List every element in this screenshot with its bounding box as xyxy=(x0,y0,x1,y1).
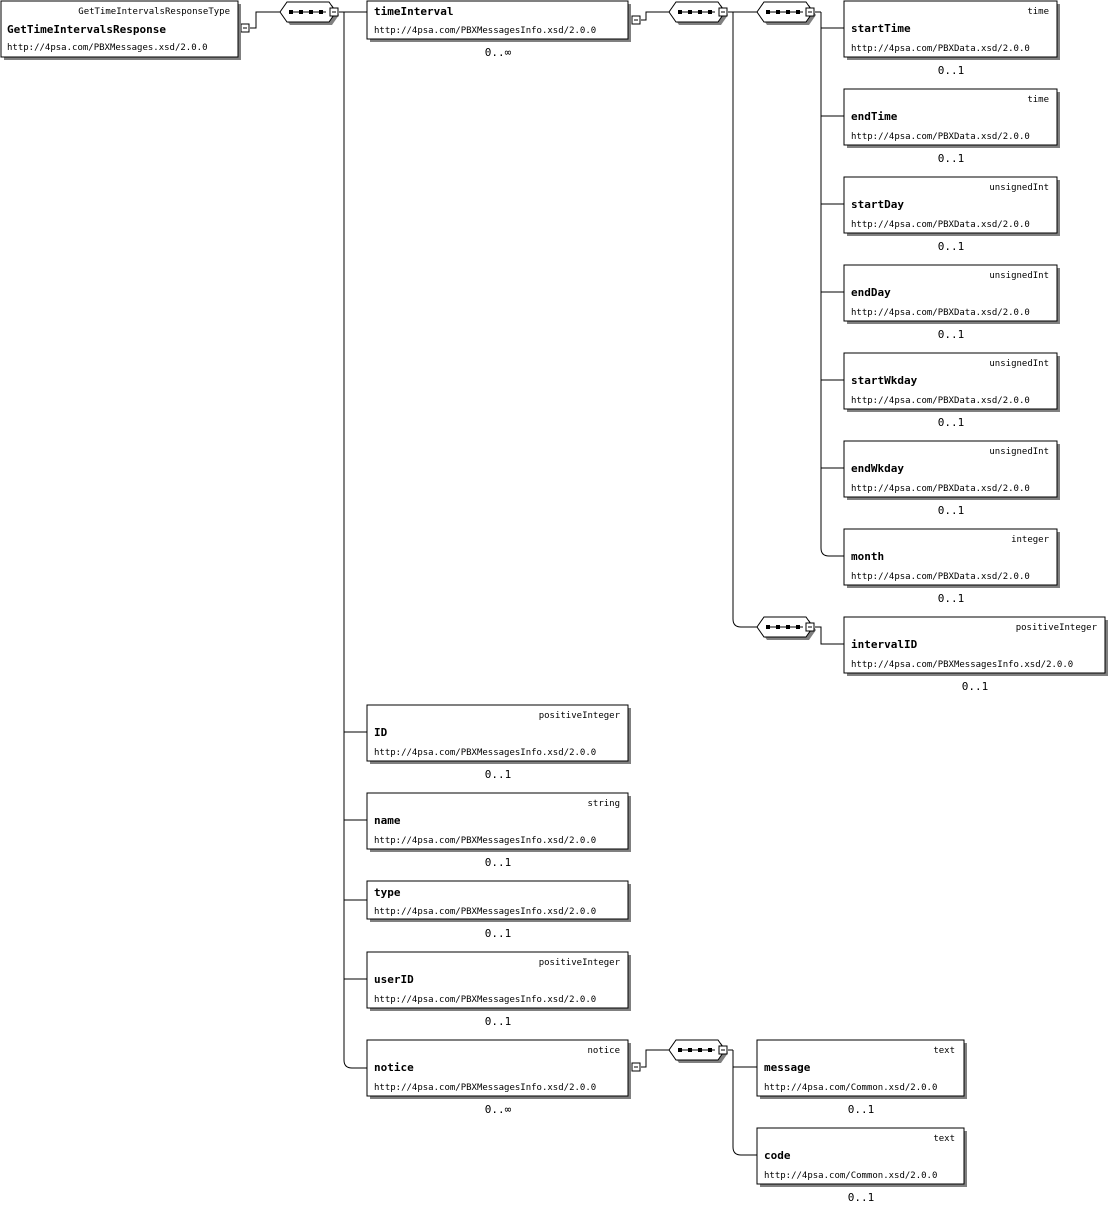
element-type: unsignedInt xyxy=(989,271,1049,281)
element-namespace: http://4psa.com/PBXMessagesInfo.xsd/2.0.0 xyxy=(374,1083,597,1093)
collapse-toggle-icon[interactable] xyxy=(632,1063,640,1071)
element-box-notice[interactable] xyxy=(367,1040,631,1116)
element-namespace: http://4psa.com/PBXData.xsd/2.0.0 xyxy=(851,484,1030,494)
element-namespace: http://4psa.com/PBXData.xsd/2.0.0 xyxy=(851,44,1030,54)
element-box-type[interactable] xyxy=(367,881,631,940)
element-type: unsignedInt xyxy=(989,359,1049,369)
element-box-id[interactable] xyxy=(367,705,631,781)
collapse-toggle-icon[interactable] xyxy=(632,16,640,24)
cardinality-label: 0..1 xyxy=(937,504,965,517)
element-box-userid[interactable] xyxy=(367,952,631,1028)
cardinality-label: 0..1 xyxy=(484,1015,512,1028)
collapse-toggle-icon[interactable] xyxy=(806,8,814,16)
element-name: startWkday xyxy=(851,374,918,387)
element-box-name[interactable] xyxy=(367,793,631,869)
element-type: string xyxy=(587,799,620,809)
collapse-toggle-icon[interactable] xyxy=(719,1046,727,1054)
element-namespace: http://4psa.com/PBXMessages.xsd/2.0.0 xyxy=(7,43,208,53)
element-type: text xyxy=(933,1134,955,1144)
element-name: startDay xyxy=(851,198,904,211)
cardinality-label: 0..∞ xyxy=(484,1103,512,1116)
collapse-toggle-icon[interactable] xyxy=(806,623,814,631)
cardinality-label: 0..1 xyxy=(847,1191,875,1204)
element-box-starttime[interactable] xyxy=(844,1,1060,77)
element-namespace: http://4psa.com/PBXMessagesInfo.xsd/2.0.0 xyxy=(374,995,597,1005)
collapse-toggle-icon[interactable] xyxy=(719,8,727,16)
element-namespace: http://4psa.com/PBXData.xsd/2.0.0 xyxy=(851,132,1030,142)
element-namespace: http://4psa.com/PBXMessagesInfo.xsd/2.0.0 xyxy=(374,26,597,36)
element-type: time xyxy=(1027,7,1049,17)
cardinality-label: 0..1 xyxy=(937,64,965,77)
element-type: notice xyxy=(587,1046,620,1056)
cardinality-label: 0..1 xyxy=(937,592,965,605)
element-name: endTime xyxy=(851,110,898,123)
element-name: startTime xyxy=(851,22,911,35)
element-box-startday[interactable] xyxy=(844,177,1060,253)
element-name: endDay xyxy=(851,286,891,299)
element-name: timeInterval xyxy=(374,5,454,18)
element-box-code[interactable] xyxy=(757,1128,967,1204)
element-name: endWkday xyxy=(851,462,904,475)
cardinality-label: 0..1 xyxy=(961,680,989,693)
element-type: positiveInteger xyxy=(538,958,620,968)
element-box-intervalid[interactable] xyxy=(844,617,1108,693)
element-namespace: http://4psa.com/PBXData.xsd/2.0.0 xyxy=(851,396,1030,406)
element-box-timeinterval[interactable] xyxy=(367,1,631,59)
cardinality-label: 0..1 xyxy=(937,152,965,165)
cardinality-label: 0..1 xyxy=(484,768,512,781)
element-namespace: http://4psa.com/PBXMessagesInfo.xsd/2.0.0 xyxy=(374,836,597,846)
element-namespace: http://4psa.com/PBXMessagesInfo.xsd/2.0.0 xyxy=(374,907,597,917)
element-name: name xyxy=(374,814,401,827)
element-box-endtime[interactable] xyxy=(844,89,1060,165)
element-namespace: http://4psa.com/PBXMessagesInfo.xsd/2.0.0 xyxy=(851,660,1074,670)
element-namespace: http://4psa.com/PBXData.xsd/2.0.0 xyxy=(851,572,1030,582)
element-box-endday[interactable] xyxy=(844,265,1060,341)
cardinality-label: 0..1 xyxy=(847,1103,875,1116)
element-namespace: http://4psa.com/PBXData.xsd/2.0.0 xyxy=(851,220,1030,230)
element-type: time xyxy=(1027,95,1049,105)
element-type: positiveInteger xyxy=(1015,623,1097,633)
element-box-message[interactable] xyxy=(757,1040,967,1116)
element-box-startwkday[interactable] xyxy=(844,353,1060,429)
element-name: intervalID xyxy=(851,638,918,651)
element-name: month xyxy=(851,550,885,563)
cardinality-label: 0..1 xyxy=(484,856,512,869)
element-name: message xyxy=(764,1061,811,1074)
element-name: code xyxy=(764,1149,791,1162)
collapse-toggle-icon[interactable] xyxy=(330,8,338,16)
element-namespace: http://4psa.com/PBXData.xsd/2.0.0 xyxy=(851,308,1030,318)
element-type: text xyxy=(933,1046,955,1056)
element-name: ID xyxy=(374,726,388,739)
cardinality-label: 0..∞ xyxy=(484,46,512,59)
element-type: unsignedInt xyxy=(989,447,1049,457)
element-type: integer xyxy=(1011,535,1049,545)
element-name: GetTimeIntervalsResponse xyxy=(7,23,166,36)
collapse-toggle-icon[interactable] xyxy=(241,24,249,32)
cardinality-label: 0..1 xyxy=(937,416,965,429)
element-type: GetTimeIntervalsResponseType xyxy=(78,7,230,17)
element-type: unsignedInt xyxy=(989,183,1049,193)
element-name: userID xyxy=(374,973,414,986)
element-name: type xyxy=(374,886,401,899)
element-box-endwkday[interactable] xyxy=(844,441,1060,517)
cardinality-label: 0..1 xyxy=(484,927,512,940)
element-box-root[interactable] xyxy=(1,1,241,60)
cardinality-label: 0..1 xyxy=(937,328,965,341)
element-type: positiveInteger xyxy=(538,711,620,721)
element-namespace: http://4psa.com/Common.xsd/2.0.0 xyxy=(764,1171,938,1181)
cardinality-label: 0..1 xyxy=(937,240,965,253)
element-namespace: http://4psa.com/PBXMessagesInfo.xsd/2.0.0 xyxy=(374,748,597,758)
element-name: notice xyxy=(374,1061,414,1074)
element-namespace: http://4psa.com/Common.xsd/2.0.0 xyxy=(764,1083,938,1093)
element-box-month[interactable] xyxy=(844,529,1060,605)
